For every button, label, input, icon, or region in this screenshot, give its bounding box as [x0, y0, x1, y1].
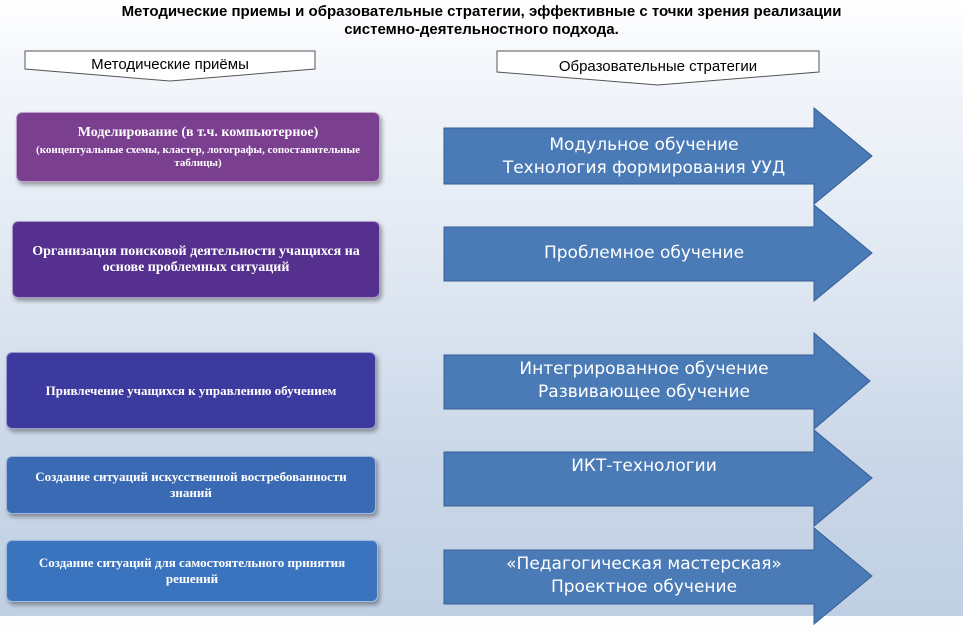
title-line-1: Методические приемы и образовательные стратегии, эффективные с точки зрения реализации	[121, 3, 842, 20]
header-strategies	[496, 50, 820, 82]
technique-box-student-management	[6, 352, 376, 429]
technique-label: Создание ситуаций для самостоятельного принятия решений	[38, 555, 346, 586]
strategy-line: ИКТ-технологии	[571, 456, 717, 476]
strategy-line: Проблемное обучение	[543, 243, 745, 263]
technique-box-independent-decisions	[6, 540, 378, 602]
strategy-text	[444, 358, 844, 404]
strategy-line: Технология формирования УУД	[502, 158, 786, 178]
strategy-text	[444, 553, 844, 599]
technique-box-modeling	[16, 112, 380, 182]
technique-label: Моделирование (в т.ч. компьютерное)	[77, 124, 319, 140]
page-title	[0, 3, 963, 39]
technique-label: Привлечение учащихся к управлению обучением	[45, 382, 337, 398]
header-methods-label: Методические приёмы	[91, 56, 249, 73]
technique-label: Создание ситуаций искусственной востребованности знаний	[35, 469, 347, 500]
strategy-text	[444, 455, 844, 478]
technique-label: Организация поисковой деятельности учащихся на основе проблемных ситуаций	[32, 243, 360, 275]
title-line-2: системно-деятельностного подхода.	[344, 21, 619, 38]
strategy-line: Модульное обучение	[549, 135, 739, 155]
arrow-shape	[444, 430, 874, 530]
header-strategies-label: Образовательные стратегии	[558, 58, 758, 75]
technique-box-search-activity	[12, 221, 380, 298]
technique-box-artificial-demand	[6, 456, 376, 514]
header-methods	[24, 50, 316, 82]
strategy-line: «Педагогическая мастерская»	[506, 554, 782, 574]
strategy-line: Развивающее обучение	[538, 382, 750, 402]
technique-sublabel: (концептуальные схемы, кластер, логографы, сопоставительные таблицы)	[36, 143, 360, 169]
strategy-text	[444, 134, 844, 180]
strategy-line: Интегрированное обучение	[519, 359, 769, 379]
strategy-line: Проектное обучение	[550, 577, 738, 597]
strategy-text	[444, 242, 844, 265]
